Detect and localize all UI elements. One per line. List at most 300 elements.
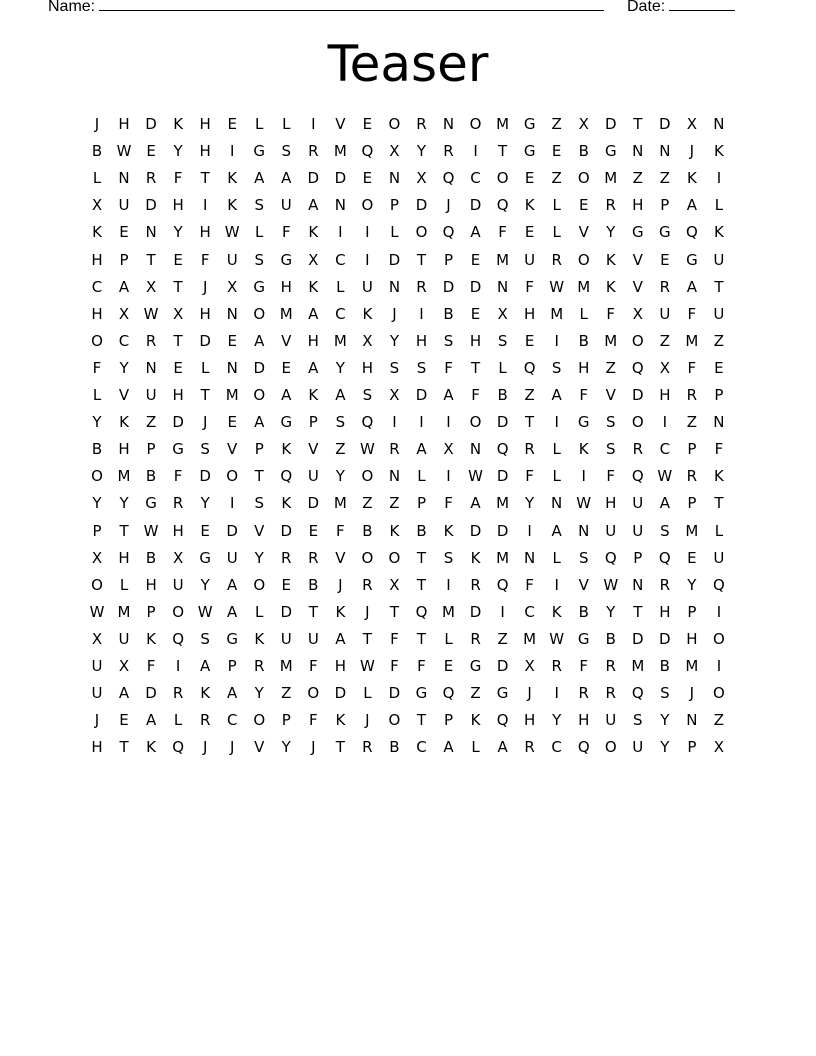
grid-letter: A bbox=[254, 413, 265, 432]
grid-letter: X bbox=[389, 142, 400, 161]
grid-letter: R bbox=[145, 331, 157, 350]
grid-letter: P bbox=[443, 250, 454, 269]
grid-letter: T bbox=[200, 169, 210, 188]
grid-letter: K bbox=[308, 277, 319, 296]
grid-letter: R bbox=[416, 115, 427, 133]
grid-letter: S bbox=[578, 548, 589, 567]
grid-letter: S bbox=[605, 440, 616, 459]
grid-letter: Z bbox=[551, 169, 562, 188]
grid-letter: L bbox=[714, 521, 724, 540]
grid-letter: S bbox=[605, 413, 616, 432]
grid-letter: X bbox=[659, 358, 670, 377]
grid-letter: H bbox=[523, 711, 536, 730]
grid-letter: D bbox=[659, 629, 671, 648]
grid-letter: D bbox=[632, 386, 644, 404]
grid-letter: G bbox=[469, 657, 482, 675]
grid-letter: T bbox=[200, 386, 210, 404]
grid-letter: F bbox=[471, 386, 480, 404]
grid-letter: L bbox=[119, 575, 129, 594]
grid-letter: M bbox=[523, 629, 537, 648]
grid-letter: N bbox=[118, 169, 130, 188]
grid-letter: R bbox=[578, 684, 589, 703]
grid-letter: F bbox=[714, 440, 724, 459]
grid-letter: E bbox=[470, 304, 481, 323]
grid-letter: A bbox=[443, 738, 454, 757]
grid-letter: A bbox=[551, 521, 562, 540]
grid-letter: D bbox=[604, 115, 617, 133]
grid-letter: I bbox=[365, 223, 370, 242]
grid-letter: I bbox=[716, 602, 722, 621]
grid-letter: M bbox=[496, 250, 510, 269]
grid-letter: H bbox=[361, 358, 374, 377]
grid-letter: K bbox=[200, 684, 211, 703]
grid-letter: N bbox=[659, 142, 671, 161]
grid-letter: E bbox=[362, 115, 373, 133]
grid-letter: Y bbox=[389, 331, 400, 350]
grid-letter: H bbox=[91, 738, 103, 757]
grid-letter: T bbox=[416, 629, 427, 648]
grid-letter: A bbox=[335, 386, 346, 404]
grid-letter: K bbox=[713, 467, 724, 486]
grid-letter: U bbox=[713, 250, 725, 269]
grid-letter: L bbox=[552, 548, 561, 567]
grid-letter: E bbox=[173, 250, 183, 269]
grid-letter: E bbox=[119, 711, 129, 730]
grid-letter: F bbox=[92, 358, 102, 377]
grid-letter: D bbox=[469, 521, 482, 540]
grid-letter: S bbox=[633, 711, 643, 730]
grid-letter: J bbox=[202, 413, 208, 432]
grid-letter: H bbox=[91, 250, 103, 269]
grid-letter: V bbox=[335, 548, 346, 567]
grid-letter: J bbox=[689, 142, 695, 161]
grid-letter: E bbox=[200, 521, 210, 540]
grid-letter: X bbox=[118, 304, 130, 323]
grid-letter: W bbox=[89, 602, 105, 621]
grid-letter: V bbox=[281, 331, 292, 350]
grid-letter: J bbox=[202, 277, 208, 296]
grid-letter: M bbox=[442, 602, 455, 621]
grid-letter: U bbox=[91, 684, 103, 703]
grid-letter: T bbox=[146, 250, 156, 269]
grid-letter: E bbox=[146, 142, 156, 161]
grid-letter: O bbox=[631, 331, 644, 350]
grid-letter: P bbox=[146, 440, 156, 459]
grid-letter: A bbox=[470, 223, 481, 242]
grid-letter: I bbox=[392, 413, 397, 432]
grid-letter: B bbox=[578, 331, 589, 350]
grid-letter: H bbox=[199, 304, 211, 323]
grid-letter: R bbox=[470, 629, 481, 648]
grid-letter: S bbox=[660, 684, 670, 703]
grid-letter: P bbox=[92, 521, 102, 540]
grid-letter: S bbox=[443, 331, 454, 350]
grid-letter: L bbox=[552, 196, 561, 215]
grid-letter: A bbox=[497, 738, 508, 757]
grid-letter: H bbox=[118, 440, 130, 459]
page-title: Teaser bbox=[327, 35, 489, 93]
grid-letter: R bbox=[308, 548, 319, 567]
grid-letter: F bbox=[173, 169, 183, 188]
grid-letter: R bbox=[254, 657, 265, 675]
grid-letter: I bbox=[716, 657, 722, 675]
grid-letter: B bbox=[91, 142, 103, 161]
grid-letter: H bbox=[199, 142, 211, 161]
grid-letter: P bbox=[389, 196, 399, 215]
grid-letter: O bbox=[388, 548, 401, 567]
grid-letter: K bbox=[686, 169, 697, 188]
grid-letter: Z bbox=[389, 494, 400, 513]
grid-letter: Q bbox=[631, 467, 644, 486]
grid-letter: R bbox=[362, 575, 373, 594]
grid-letter: R bbox=[659, 277, 671, 296]
grid-letter: J bbox=[527, 684, 532, 703]
grid-letter: R bbox=[659, 575, 671, 594]
grid-letter: X bbox=[713, 738, 725, 757]
grid-letter: I bbox=[446, 413, 451, 432]
grid-letter: K bbox=[605, 277, 616, 296]
grid-letter: L bbox=[255, 223, 264, 242]
grid-letter: A bbox=[118, 277, 130, 296]
grid-letter: L bbox=[390, 223, 399, 242]
grid-letter: C bbox=[118, 331, 130, 350]
grid-letter: S bbox=[416, 358, 427, 377]
name-field[interactable] bbox=[48, 0, 604, 17]
grid-letter: L bbox=[714, 196, 724, 215]
grid-letter: D bbox=[496, 413, 509, 432]
grid-letter: U bbox=[226, 250, 238, 269]
grid-letter: Z bbox=[551, 115, 562, 133]
grid-letter: A bbox=[254, 169, 265, 188]
grid-letter: I bbox=[311, 115, 316, 133]
grid-letter: G bbox=[686, 250, 698, 269]
grid-letter: Q bbox=[713, 575, 725, 594]
grid-letter: X bbox=[145, 277, 157, 296]
grid-letter: K bbox=[443, 521, 454, 540]
grid-letter: T bbox=[714, 494, 724, 513]
grid-letter: A bbox=[335, 629, 346, 648]
grid-letter: H bbox=[523, 304, 536, 323]
grid-letter: N bbox=[442, 115, 455, 133]
grid-letter: P bbox=[227, 657, 237, 675]
grid-letter: Q bbox=[280, 467, 293, 486]
grid-letter: H bbox=[172, 521, 184, 540]
grid-letter: V bbox=[632, 250, 643, 269]
grid-letter: G bbox=[226, 629, 238, 648]
grid-letter: X bbox=[118, 657, 130, 675]
grid-letter: Q bbox=[496, 575, 509, 594]
grid-letter: T bbox=[470, 358, 481, 377]
grid-letter: A bbox=[659, 494, 670, 513]
grid-letter: H bbox=[334, 657, 346, 675]
grid-letter: H bbox=[91, 304, 103, 323]
grid-letter: D bbox=[307, 494, 320, 513]
grid-letter: M bbox=[333, 331, 347, 350]
grid-letter: Q bbox=[361, 413, 374, 432]
grid-letter: K bbox=[227, 196, 238, 215]
grid-letter: T bbox=[633, 115, 643, 133]
grid-letter: Z bbox=[470, 684, 481, 703]
grid-letter: S bbox=[660, 521, 670, 540]
grid-letter: E bbox=[173, 358, 183, 377]
grid-letter: O bbox=[388, 711, 401, 730]
grid-letter: L bbox=[336, 277, 345, 296]
grid-letter: I bbox=[554, 575, 559, 594]
grid-letter: A bbox=[443, 386, 454, 404]
grid-letter: R bbox=[389, 440, 400, 459]
grid-letter: Y bbox=[335, 358, 345, 377]
grid-letter: A bbox=[254, 331, 265, 350]
grid-letter: Z bbox=[659, 331, 670, 350]
grid-letter: J bbox=[311, 738, 316, 757]
grid-letter: Y bbox=[660, 711, 670, 730]
grid-letter: N bbox=[388, 277, 401, 296]
grid-letter: T bbox=[308, 602, 318, 621]
grid-letter: J bbox=[365, 602, 370, 621]
grid-letter: D bbox=[496, 521, 509, 540]
grid-letter: W bbox=[657, 467, 673, 486]
grid-letter: T bbox=[633, 602, 643, 621]
grid-letter: D bbox=[145, 196, 157, 215]
grid-letter: D bbox=[199, 331, 211, 350]
grid-letter: K bbox=[713, 223, 724, 242]
grid-letter: K bbox=[227, 169, 238, 188]
grid-letter: K bbox=[308, 223, 319, 242]
date-line[interactable] bbox=[669, 0, 735, 11]
grid-letter: O bbox=[415, 223, 428, 242]
grid-letter: Y bbox=[173, 142, 183, 161]
grid-letter: L bbox=[200, 358, 210, 377]
grid-letter: W bbox=[116, 142, 132, 161]
grid-letter: I bbox=[662, 413, 668, 432]
grid-letter: U bbox=[605, 711, 617, 730]
grid-letter: Y bbox=[606, 223, 616, 242]
grid-letter: V bbox=[254, 738, 265, 757]
grid-letter: R bbox=[172, 684, 184, 703]
grid-letter: J bbox=[94, 115, 100, 133]
grid-letter: D bbox=[388, 684, 401, 703]
grid-letter: M bbox=[577, 277, 591, 296]
grid-letter: T bbox=[173, 331, 183, 350]
grid-letter: N bbox=[686, 711, 698, 730]
date-field[interactable] bbox=[627, 0, 735, 17]
grid-letter: Q bbox=[604, 548, 617, 567]
name-label: Name: bbox=[48, 0, 96, 15]
grid-letter: F bbox=[687, 304, 697, 323]
grid-letter: X bbox=[632, 304, 643, 323]
grid-letter: M bbox=[496, 115, 510, 133]
grid-letter: T bbox=[416, 548, 427, 567]
grid-letter: N bbox=[226, 304, 238, 323]
grid-letter: U bbox=[91, 657, 103, 675]
grid-letter: E bbox=[714, 358, 724, 377]
grid-letter: P bbox=[687, 738, 697, 757]
grid-letter: F bbox=[525, 575, 534, 594]
grid-letter: Y bbox=[606, 602, 616, 621]
grid-letter: A bbox=[686, 196, 697, 215]
grid-letter: J bbox=[689, 684, 695, 703]
grid-letter: N bbox=[226, 358, 238, 377]
grid-letter: B bbox=[145, 467, 157, 486]
grid-letter: A bbox=[200, 657, 211, 675]
grid-letter: N bbox=[713, 115, 725, 133]
grid-letter: F bbox=[606, 467, 616, 486]
grid-letter: C bbox=[551, 738, 562, 757]
grid-letter: A bbox=[227, 602, 238, 621]
grid-letter: D bbox=[496, 467, 509, 486]
grid-letter: I bbox=[365, 250, 370, 269]
grid-letter: Y bbox=[254, 548, 264, 567]
grid-letter: B bbox=[659, 657, 670, 675]
grid-letter: Z bbox=[686, 413, 698, 432]
grid-letter: J bbox=[202, 738, 208, 757]
grid-letter: G bbox=[145, 494, 157, 513]
grid-letter: N bbox=[145, 223, 157, 242]
grid-letter: Y bbox=[254, 684, 264, 703]
grid-letter: Y bbox=[200, 494, 210, 513]
grid-letter: T bbox=[119, 521, 129, 540]
grid-letter: I bbox=[500, 602, 505, 621]
grid-letter: A bbox=[686, 277, 697, 296]
grid-letter: F bbox=[417, 657, 426, 675]
grid-letter: U bbox=[632, 494, 644, 513]
grid-letter: L bbox=[255, 602, 264, 621]
grid-letter: O bbox=[577, 169, 590, 188]
grid-letter: S bbox=[443, 548, 454, 567]
grid-letter: O bbox=[713, 684, 725, 703]
grid-letter: M bbox=[117, 467, 131, 486]
grid-letter: D bbox=[415, 386, 428, 404]
grid-letter: H bbox=[632, 196, 644, 215]
grid-letter: F bbox=[200, 250, 210, 269]
grid-letter: X bbox=[443, 440, 454, 459]
grid-letter: U bbox=[713, 548, 725, 567]
grid-letter: O bbox=[469, 115, 482, 133]
grid-letter: M bbox=[685, 657, 699, 675]
grid-letter: M bbox=[604, 331, 618, 350]
grid-letter: M bbox=[279, 304, 293, 323]
name-line[interactable] bbox=[99, 0, 604, 11]
grid-letter: K bbox=[524, 196, 535, 215]
grid-letter: P bbox=[443, 711, 454, 730]
grid-letter: V bbox=[335, 115, 346, 133]
grid-letter: B bbox=[578, 602, 589, 621]
grid-letter: S bbox=[281, 142, 292, 161]
grid-letter: A bbox=[308, 196, 319, 215]
grid-letter: Q bbox=[685, 223, 698, 242]
grid-letter: G bbox=[496, 684, 509, 703]
grid-letter: S bbox=[200, 629, 210, 648]
grid-letter: R bbox=[551, 657, 562, 675]
grid-letter: P bbox=[687, 602, 697, 621]
grid-letter: Y bbox=[173, 223, 183, 242]
grid-letter: E bbox=[551, 142, 562, 161]
grid-letter: I bbox=[202, 196, 208, 215]
grid-letter: R bbox=[281, 548, 292, 567]
grid-letter: H bbox=[469, 331, 482, 350]
grid-letter: N bbox=[145, 358, 157, 377]
grid-letter: A bbox=[145, 711, 157, 730]
grid-letter: G bbox=[577, 413, 590, 432]
grid-letter: M bbox=[604, 169, 618, 188]
grid-letter: I bbox=[229, 494, 235, 513]
grid-letter: I bbox=[554, 413, 559, 432]
grid-letter: C bbox=[524, 602, 535, 621]
grid-letter: W bbox=[197, 602, 213, 621]
grid-letter: L bbox=[552, 467, 561, 486]
grid-letter: A bbox=[118, 684, 130, 703]
grid-letter: A bbox=[227, 575, 238, 594]
grid-letter: L bbox=[255, 115, 264, 133]
grid-letter: U bbox=[145, 386, 157, 404]
grid-letter: X bbox=[686, 115, 698, 133]
grid-letter: K bbox=[470, 548, 481, 567]
grid-letter: E bbox=[227, 115, 237, 133]
grid-letter: I bbox=[446, 575, 451, 594]
grid-letter: V bbox=[578, 575, 589, 594]
grid-letter: M bbox=[685, 331, 699, 350]
grid-letter: V bbox=[227, 440, 238, 459]
grid-letter: F bbox=[281, 223, 291, 242]
grid-letter: G bbox=[253, 142, 266, 161]
grid-letter: R bbox=[172, 494, 184, 513]
grid-letter: B bbox=[443, 304, 454, 323]
grid-letter: W bbox=[603, 575, 619, 594]
grid-letter: I bbox=[419, 413, 424, 432]
grid-letter: D bbox=[442, 277, 455, 296]
grid-letter: O bbox=[631, 413, 644, 432]
grid-letter: Y bbox=[552, 711, 562, 730]
grid-letter: M bbox=[279, 657, 293, 675]
grid-letter: N bbox=[632, 142, 644, 161]
grid-letter: F bbox=[308, 657, 318, 675]
grid-letter: P bbox=[119, 250, 129, 269]
grid-letter: Z bbox=[281, 684, 292, 703]
grid-letter: S bbox=[254, 196, 264, 215]
grid-letter: U bbox=[307, 467, 319, 486]
grid-letter: H bbox=[659, 386, 671, 404]
grid-letter: F bbox=[390, 629, 399, 648]
grid-letter: M bbox=[333, 142, 347, 161]
grid-letter: N bbox=[334, 196, 346, 215]
grid-letter: W bbox=[359, 440, 375, 459]
grid-letter: K bbox=[335, 602, 346, 621]
grid-letter: G bbox=[415, 684, 428, 703]
grid-letter: G bbox=[199, 548, 211, 567]
grid-letter: B bbox=[389, 738, 400, 757]
grid-letter: P bbox=[633, 548, 643, 567]
grid-letter: H bbox=[199, 223, 211, 242]
grid-letter: C bbox=[470, 169, 481, 188]
grid-letter: O bbox=[307, 684, 320, 703]
grid-letter: L bbox=[579, 304, 588, 323]
grid-letter: Z bbox=[497, 629, 508, 648]
grid-letter: N bbox=[524, 548, 536, 567]
grid-letter: G bbox=[280, 413, 293, 432]
grid-letter: K bbox=[281, 494, 292, 513]
grid-letter: P bbox=[308, 413, 318, 432]
grid-letter: T bbox=[254, 467, 264, 486]
grid-letter: P bbox=[687, 494, 697, 513]
grid-letter: E bbox=[281, 358, 291, 377]
grid-letter: T bbox=[335, 738, 345, 757]
grid-letter: Y bbox=[119, 494, 129, 513]
grid-letter: G bbox=[523, 142, 536, 161]
grid-letter: D bbox=[145, 115, 157, 133]
grid-letter: I bbox=[554, 331, 559, 350]
grid-letter: F bbox=[498, 223, 507, 242]
grid-letter: S bbox=[200, 440, 210, 459]
